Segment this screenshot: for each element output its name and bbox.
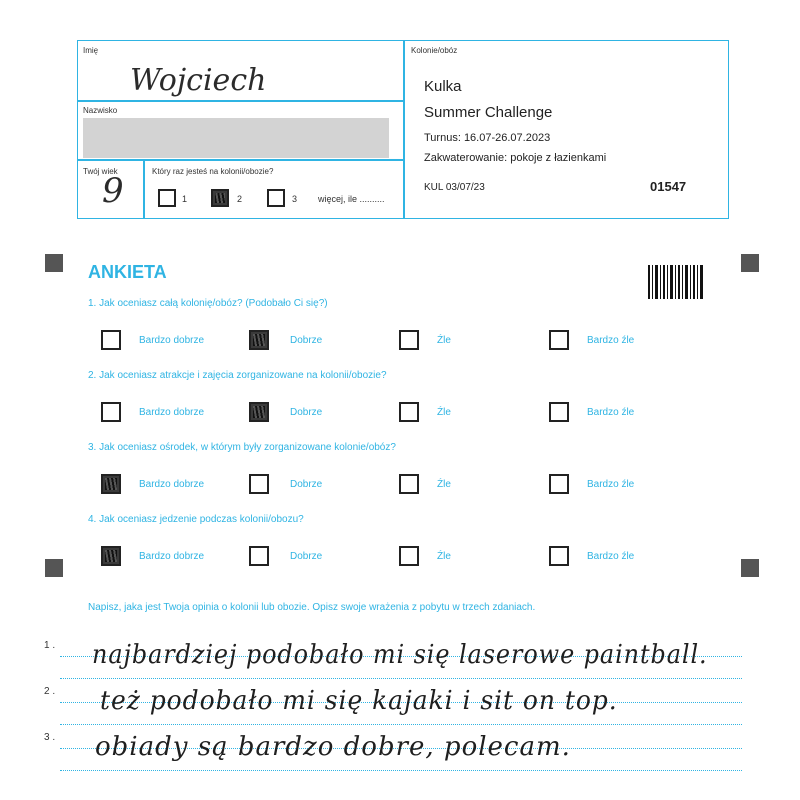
surname-label: Nazwisko <box>83 106 118 115</box>
q1-option-4-label: Bardzo źle <box>587 335 635 346</box>
q3-option-1-label: Bardzo dobrze <box>139 479 205 490</box>
camp-program: Summer Challenge <box>424 104 553 121</box>
q4-option-4-checkbox[interactable] <box>549 546 569 566</box>
question-4: 4. Jak oceniasz jedzenie podczas kolonii/obozu? <box>88 514 304 525</box>
q4-option-2-label: Dobrze <box>290 551 323 562</box>
name-label: Imię <box>83 46 99 55</box>
q1-option-3-checkbox[interactable] <box>399 330 419 350</box>
times-option-2: 2 <box>237 194 243 204</box>
line-number-2: 2 . <box>44 686 56 697</box>
q1-option-2-checkbox[interactable] <box>249 330 269 350</box>
surname-divider <box>78 159 403 161</box>
q3-option-3-label: Źle <box>437 479 451 490</box>
q1-option-1-checkbox[interactable] <box>101 330 121 350</box>
q2-option-3-checkbox[interactable] <box>399 402 419 422</box>
turnus: Turnus: 16.07-26.07.2023 <box>424 132 551 144</box>
registration-marker-bottom-right <box>741 559 759 577</box>
barcode-icon <box>648 265 704 299</box>
q2-option-3-label: Źle <box>437 407 451 418</box>
answer-1: najbardziej podobało mi się laserowe paintball. <box>92 640 708 670</box>
q3-option-2-label: Dobrze <box>290 479 323 490</box>
age-divider <box>143 159 145 218</box>
q1-option-3-label: Źle <box>437 335 451 346</box>
q3-option-1-checkbox[interactable] <box>101 474 121 494</box>
q4-option-1-checkbox[interactable] <box>101 546 121 566</box>
q3-option-2-checkbox[interactable] <box>249 474 269 494</box>
essay-instruction: Napisz, jaka jest Twoja opinia o kolonii lub obozie. Opisz swoje wrażenia z pobytu w trzech zdaniach. <box>88 602 536 613</box>
times-option-1: 1 <box>182 194 188 204</box>
q4-option-2-checkbox[interactable] <box>249 546 269 566</box>
answer-2: też podobało mi się kajaki i sit on top. <box>100 686 618 716</box>
line-number-1: 1 . <box>44 640 56 651</box>
q2-option-2-checkbox[interactable] <box>249 402 269 422</box>
q3-option-4-label: Bardzo źle <box>587 479 635 490</box>
q2-option-1-checkbox[interactable] <box>101 402 121 422</box>
question-3: 3. Jak oceniasz ośrodek, w którym były zorganizowane kolonie/obóz? <box>88 442 396 453</box>
q3-option-4-checkbox[interactable] <box>549 474 569 494</box>
times-more-label: więcej, ile .......... <box>318 194 385 204</box>
registration-marker-top-left <box>45 254 63 272</box>
accommodation: Zakwaterowanie: pokoje z łazienkami <box>424 152 607 164</box>
form-number: 01547 <box>650 179 687 194</box>
name-divider <box>78 100 403 102</box>
line-number-3: 3 . <box>44 732 56 743</box>
q4-option-4-label: Bardzo źle <box>587 551 635 562</box>
name-value: Wojciech <box>130 63 267 98</box>
registration-marker-top-right <box>741 254 759 272</box>
answer-line-3b <box>60 770 742 771</box>
times-option-3: 3 <box>292 194 298 204</box>
camper-info-box <box>77 40 729 219</box>
times-checkbox-1[interactable] <box>158 189 176 207</box>
age-value: 9 <box>102 171 124 211</box>
camp-label: Kolonie/obóz <box>411 46 458 55</box>
age-label: Twój wiek <box>83 167 118 176</box>
survey-title: ANKIETA <box>88 262 167 282</box>
question-1: 1. Jak oceniasz całą kolonię/obóz? (Podobało Ci się?) <box>88 298 328 309</box>
answer-line-2b <box>60 724 742 725</box>
times-checkbox-3[interactable] <box>267 189 285 207</box>
answer-3: obiady są bardzo dobre, polecam. <box>95 732 571 762</box>
q2-option-4-label: Bardzo źle <box>587 407 635 418</box>
header-divider <box>403 41 405 218</box>
q3-option-3-checkbox[interactable] <box>399 474 419 494</box>
q1-option-1-label: Bardzo dobrze <box>139 335 205 346</box>
q2-option-4-checkbox[interactable] <box>549 402 569 422</box>
times-label: Który raz jesteś na kolonii/obozie? <box>152 167 274 176</box>
times-checkbox-2[interactable] <box>211 189 229 207</box>
answer-line-1b <box>60 678 742 679</box>
q4-option-3-checkbox[interactable] <box>399 546 419 566</box>
question-2: 2. Jak oceniasz atrakcje i zajęcia zorganizowane na kolonii/obozie? <box>88 370 387 381</box>
q1-option-2-label: Dobrze <box>290 335 323 346</box>
q2-option-1-label: Bardzo dobrze <box>139 407 205 418</box>
camp-code: KUL 03/07/23 <box>424 182 485 193</box>
q2-option-2-label: Dobrze <box>290 407 323 418</box>
surname-redacted <box>83 118 389 158</box>
q4-option-1-label: Bardzo dobrze <box>139 551 205 562</box>
q4-option-3-label: Źle <box>437 551 451 562</box>
camp-name: Kulka <box>424 78 462 95</box>
registration-marker-bottom-left <box>45 559 63 577</box>
q1-option-4-checkbox[interactable] <box>549 330 569 350</box>
